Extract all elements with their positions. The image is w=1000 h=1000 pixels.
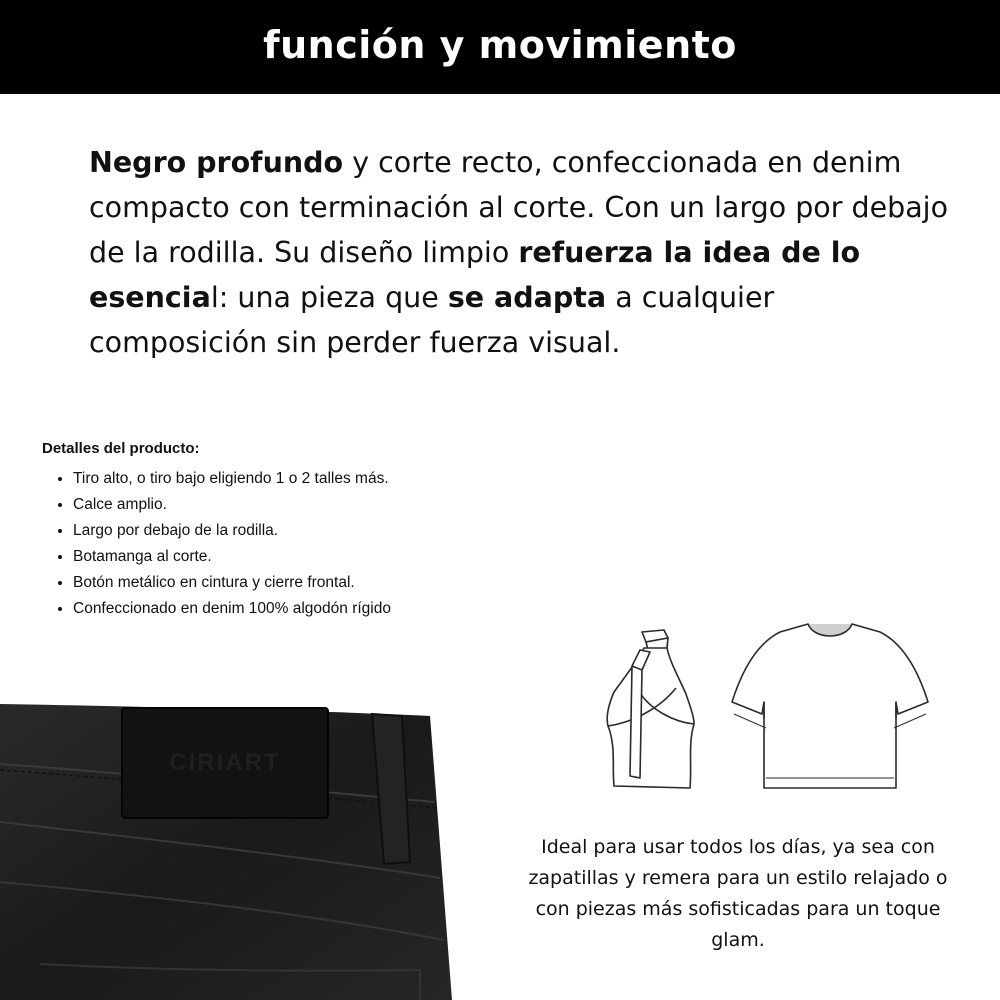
- details-item: • Botón metálico en cintura y cierre frontal.: [73, 570, 502, 596]
- intro-paragraph: [89, 140, 949, 365]
- details-item: • Largo por debajo de la rodilla.: [73, 518, 502, 544]
- details-title: Detalles del producto:: [42, 440, 200, 457]
- product-details: [42, 440, 502, 622]
- intro-bold-2: refuerza la idea de lo esencia: [89, 236, 861, 314]
- intro-text-2: l: una pieza que: [210, 281, 448, 314]
- styling-note: Ideal para usar todos los días, ya sea con zapatillas y remera para un estilo relajado o con piezas más sofisticadas para un toque glam.: [528, 836, 948, 951]
- intro-bold-1: Negro profundo: [89, 146, 344, 179]
- garment-illustrations: [580, 618, 940, 798]
- details-item: • Botamanga al corte.: [73, 544, 502, 570]
- header-bar: [0, 0, 1000, 94]
- details-list: [42, 466, 502, 622]
- intro-text-3: a cualquier composición sin perder fuerza visual.: [89, 281, 775, 359]
- jeans-back-photo: [0, 700, 460, 1000]
- page-title: función y movimiento: [263, 23, 737, 67]
- details-item: • Confeccionado en denim 100% algodón rígido: [73, 596, 502, 622]
- brand-label-text: CIRIART: [169, 749, 281, 776]
- intro-bold-3: se adapta: [447, 281, 607, 314]
- details-item: • Tiro alto, o tiro bajo eligiendo 1 o 2 talles más.: [73, 466, 502, 492]
- tshirt-icon: [730, 618, 930, 792]
- details-item: • Calce amplio.: [73, 492, 502, 518]
- intro-text-1: y corte recto, confeccionada en denim compacto con terminación al corte. Con un largo por debajo de la rodilla. Su diseño limpio: [89, 146, 949, 269]
- halter-top-icon: [594, 626, 704, 796]
